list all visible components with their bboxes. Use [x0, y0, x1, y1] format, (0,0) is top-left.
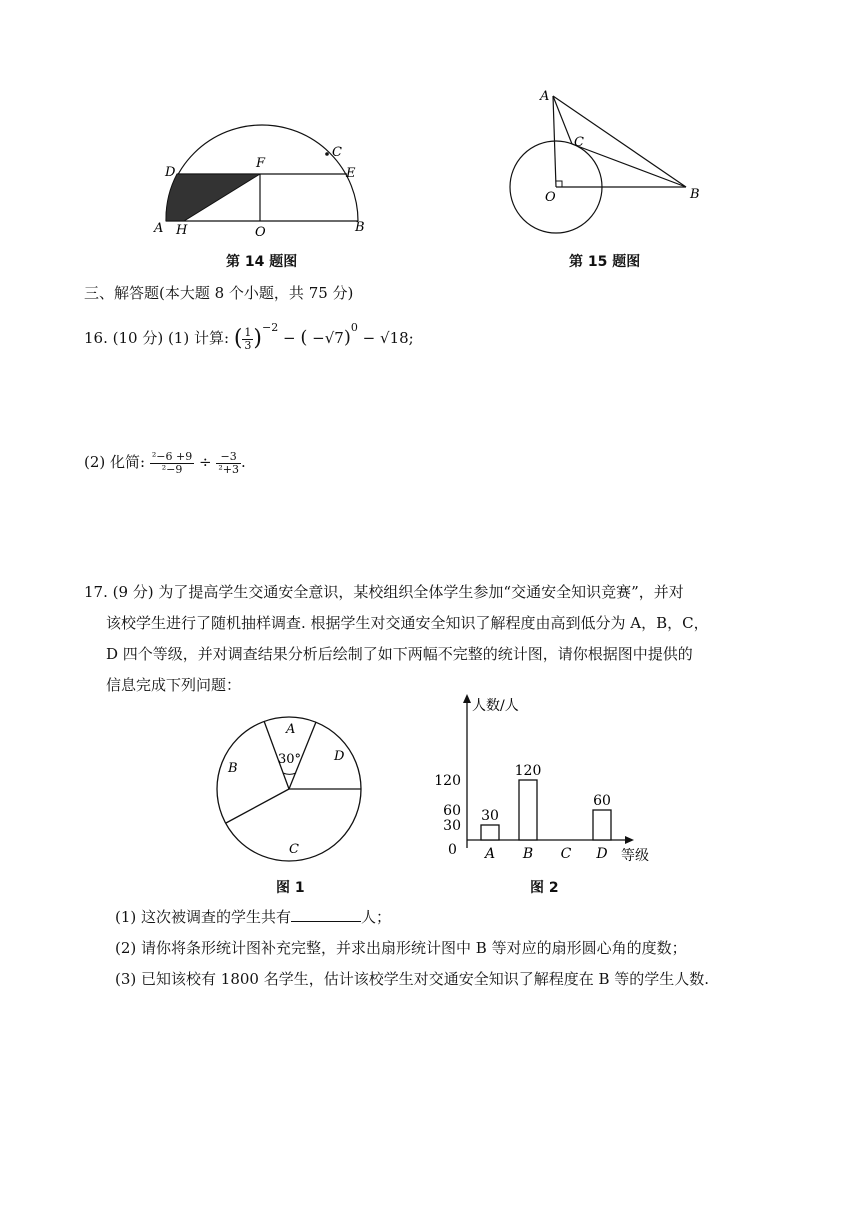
bar-D	[593, 810, 611, 840]
fig14-label-b: B	[355, 220, 365, 235]
fig14-caption: 第 14 题图	[226, 254, 298, 270]
q17-sub3: (3) 已知该校有 1800 名学生，估计该校学生对交通安全知识了解程度在 B 等的学生人数.	[115, 970, 710, 988]
bar-chart-xlabel: 等级	[621, 848, 649, 864]
bar-value-label-D: 60	[593, 793, 611, 809]
q17-subquestions	[115, 903, 709, 993]
y-tick-label-120: 120	[434, 773, 461, 789]
q16-paren-open: (	[300, 327, 308, 348]
q16-paren-left: (	[233, 326, 243, 351]
figure-15	[500, 80, 720, 240]
x-tick-label-C: C	[560, 846, 572, 862]
fig15-label-o: O	[545, 190, 556, 205]
x-tick-label-A: A	[484, 846, 496, 862]
q16-frac-one-third: $\frac{1}{3}$	[244, 325, 252, 352]
fig14-label-e: E	[346, 166, 356, 181]
bar-caption: 图 2	[530, 880, 559, 896]
bar-A	[481, 825, 499, 840]
fig15-right-angle-mark	[556, 181, 562, 187]
section-3-heading: 三、解答题(本大题 8 个小题，共 75 分)	[84, 284, 354, 302]
q16-part2-end: .	[240, 453, 246, 471]
q17-answer-blank[interactable]	[291, 907, 361, 922]
q17-line1: 17. (9 分) 为了提高学生交通安全意识，某校组织全体学生参加“交通安全知识竞赛”，并对	[84, 583, 684, 601]
bar-chart-marks	[434, 763, 611, 862]
fig14-shaded-region	[166, 174, 260, 221]
q17-line3: D 四个等级，并对调查结果分析后绘制了如下两幅不完整的统计图，请你根据图中提供的	[106, 645, 693, 663]
q16-lead: 16. (10 分) (1) 计算:	[84, 329, 230, 347]
fig15-label-c: C	[574, 135, 584, 150]
pie-angle-label: 30°	[278, 752, 302, 767]
q16-paren-close: )	[343, 327, 351, 348]
q17-sub1-unit: 人；	[361, 908, 392, 926]
fig14-label-f: F	[256, 156, 266, 171]
q16-frac1: $\frac{\text{²−6 +9}}{\text{²−9}}$	[151, 449, 193, 476]
q17-sub1	[115, 903, 709, 931]
pie-divider-b-c	[226, 789, 289, 823]
fig15-label-b: B	[690, 187, 700, 202]
bar-value-label-B: 120	[514, 763, 542, 779]
pie-label-c: C	[289, 842, 299, 857]
q16-paren-right: )	[253, 326, 262, 351]
bar-chart-ylabel: 人数/人	[472, 698, 519, 714]
fig14-point-c	[325, 152, 329, 156]
y-tick-label-60: 60	[443, 803, 461, 819]
fig14-label-o: O	[255, 225, 266, 240]
q16-sqrt18: √18	[380, 329, 409, 347]
pie-label-a: A	[286, 722, 296, 737]
bar-chart-x-arrow	[625, 836, 634, 844]
q16-part1	[84, 314, 414, 353]
q17-paragraph	[84, 578, 804, 699]
fig14-label-d: D	[165, 165, 176, 180]
q16-minus2: −	[362, 329, 376, 347]
q16-exp2: 0	[350, 321, 358, 334]
pie-chart	[212, 710, 368, 870]
pie-caption: 图 1	[276, 880, 305, 896]
fig15-segment-cb	[572, 144, 686, 187]
y-tick-label-30: 30	[443, 818, 461, 834]
q16-part2-lead: (2) 化简:	[84, 453, 146, 471]
bar-chart-origin: 0	[448, 842, 457, 858]
q16-minus1: −	[283, 329, 296, 347]
pie-label-d: D	[334, 749, 345, 764]
bar-chart-y-arrow	[463, 694, 471, 703]
q16-end: ;	[408, 329, 414, 347]
q17-line2: 该校学生进行了随机抽样调查. 根据学生对交通安全知识了解程度由高到低分为 A，B，C，	[106, 614, 709, 632]
q16-part2	[84, 448, 246, 476]
fig15-caption: 第 15 题图	[569, 254, 641, 270]
q16-neg-sqrt7: −√7	[312, 329, 344, 347]
q16-frac2: $\frac{-3}{\text{²+3}}$	[218, 449, 239, 476]
q17-sub2: (2) 请你将条形统计图补充完整，并求出扇形统计图中 B 等对应的扇形圆心角的度数；	[115, 939, 687, 957]
fig14-label-a: A	[154, 221, 164, 236]
fig15-segment-ab	[553, 96, 686, 187]
x-tick-label-B: B	[522, 846, 534, 862]
fig15-label-a: A	[540, 89, 550, 104]
fig14-label-c: C	[332, 145, 342, 160]
q17-sub1-text: (1) 这次被调查的学生共有	[115, 908, 292, 926]
pie-angle-arc	[283, 773, 296, 774]
x-tick-label-D: D	[596, 846, 608, 862]
fig14-label-h: H	[176, 223, 188, 238]
q16-divide: ÷	[198, 453, 212, 471]
figure-14	[150, 118, 380, 243]
bar-B	[519, 780, 537, 840]
pie-label-b: B	[228, 761, 238, 776]
q17-line4: 信息完成下列问题：	[106, 676, 242, 694]
q16-exp1: −2	[262, 321, 279, 334]
bar-chart	[420, 690, 660, 870]
bar-value-label-A: 30	[481, 808, 499, 824]
